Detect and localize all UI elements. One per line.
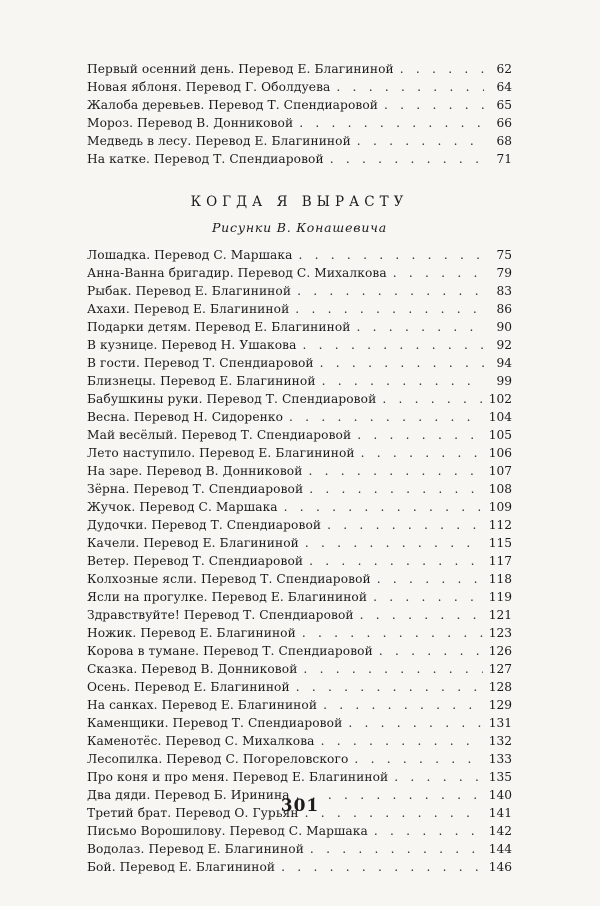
toc-entry-title: Осень. Перевод Е. Благининой — [87, 680, 290, 694]
toc-entry-page: 146 — [488, 860, 512, 874]
toc-entry — [87, 336, 512, 354]
toc-entry — [87, 714, 512, 732]
page-number: 301 — [280, 796, 320, 816]
toc-entry-page: 104 — [488, 410, 512, 424]
toc-entry — [87, 462, 512, 480]
toc-entry-page: 121 — [488, 608, 512, 622]
toc-entry-title: Здравствуйте! Перевод Т. Спендиаровой — [87, 608, 354, 622]
toc-entry-title: Жалоба деревьев. Перевод Т. Спендиаровой — [87, 98, 379, 112]
toc-entry — [87, 696, 512, 714]
dot-leader — [284, 498, 483, 516]
section-header — [87, 192, 512, 238]
toc-entry-page: 119 — [488, 590, 512, 604]
toc-entry-page: 66 — [496, 116, 512, 130]
dot-leader — [302, 624, 483, 642]
toc-entry-page: 71 — [496, 152, 512, 166]
dot-leader — [379, 642, 483, 660]
toc-entry-page: 115 — [488, 536, 512, 550]
toc-entry — [87, 552, 512, 570]
toc-entry — [87, 516, 512, 534]
toc-entry — [87, 606, 512, 624]
dot-leader — [281, 858, 483, 876]
dot-leader — [377, 570, 483, 588]
toc-entry — [87, 300, 512, 318]
dot-leader — [373, 588, 483, 606]
toc-entry — [87, 768, 512, 786]
toc-entry-page: 127 — [488, 662, 512, 676]
toc-entry-title: Колхозные ясли. Перевод Т. Спендиаровой — [87, 572, 371, 586]
toc-entry — [87, 858, 512, 876]
dot-leader — [384, 96, 484, 114]
toc-entry-title: Ветер. Перевод Т. Спендиаровой — [87, 554, 304, 568]
toc-entry-title: Качели. Перевод Е. Благининой — [87, 536, 299, 550]
toc-entry-title: Весна. Перевод Н. Сидоренко — [87, 410, 284, 424]
toc-entry — [87, 750, 512, 768]
toc-entry — [87, 570, 512, 588]
dot-leader — [308, 462, 482, 480]
dot-leader — [393, 264, 484, 282]
dot-leader — [394, 768, 482, 786]
toc-entry-title: Сказка. Перевод В. Донниковой — [87, 662, 298, 676]
toc-entry-page: 135 — [488, 770, 512, 784]
dot-leader — [295, 300, 484, 318]
toc-entry-title: Водолаз. Перевод Е. Благининой — [87, 842, 304, 856]
toc-entry — [87, 732, 512, 750]
toc-entry-title: Третий брат. Перевод О. Гурьян — [87, 806, 299, 820]
toc-entry — [87, 678, 512, 696]
toc-entry-page: 128 — [488, 680, 512, 694]
toc-entry — [87, 624, 512, 642]
toc-entry-page: 142 — [488, 824, 512, 838]
toc-entry — [87, 426, 512, 444]
toc-entry-page: 83 — [496, 284, 512, 298]
toc-entry-page: 105 — [488, 428, 512, 442]
dot-leader — [296, 678, 483, 696]
dot-leader — [357, 318, 484, 336]
toc-entry — [87, 444, 512, 462]
dot-leader — [400, 60, 484, 78]
toc-entry — [87, 480, 512, 498]
toc-entry-page: 129 — [488, 698, 512, 712]
toc-entry-title: Лесопилка. Перевод С. Погореловского — [87, 752, 349, 766]
dot-leader — [374, 822, 483, 840]
dot-leader — [330, 150, 484, 168]
toc-entry-title: В гости. Перевод Т. Спендиаровой — [87, 356, 314, 370]
dot-leader — [361, 444, 483, 462]
toc-entry-title: Каменщики. Перевод Т. Спендиаровой — [87, 716, 343, 730]
dot-leader — [310, 840, 483, 858]
toc-entry-title: Ножик. Перевод Е. Благининой — [87, 626, 296, 640]
dot-leader — [303, 336, 484, 354]
toc-entry-title: Подарки детям. Перевод Е. Благининой — [87, 320, 351, 334]
toc-entry-title: Первый осенний день. Перевод Е. Благининой — [87, 62, 394, 76]
toc-entry-title: На заре. Перевод В. Донниковой — [87, 464, 303, 478]
toc-entry-page: 68 — [496, 134, 512, 148]
toc-entry-title: Жучок. Перевод С. Маршака — [87, 500, 278, 514]
toc-entry-title: Про коня и про меня. Перевод Е. Благининой — [87, 770, 389, 784]
toc-entry-title: Два дяди. Перевод Б. Иринина — [87, 788, 290, 802]
toc-entry-page: 126 — [488, 644, 512, 658]
dot-leader — [309, 552, 483, 570]
dot-leader — [289, 408, 483, 426]
toc-entry — [87, 588, 512, 606]
toc-entry — [87, 114, 512, 132]
toc-entry-page: 65 — [496, 98, 512, 112]
toc-entry — [87, 318, 512, 336]
toc-entry — [87, 642, 512, 660]
toc-entry-page: 133 — [488, 752, 512, 766]
toc-entry-page: 75 — [496, 248, 512, 262]
dot-leader — [360, 606, 483, 624]
toc-entry — [87, 390, 512, 408]
toc-entry — [87, 96, 512, 114]
toc-entry — [87, 840, 512, 858]
toc-entry-title: Бой. Перевод Е. Благининой — [87, 860, 276, 874]
toc-entry-page: 62 — [496, 62, 512, 76]
section-title: КОГДА Я ВЫРАСТУ — [190, 194, 409, 210]
toc-entry-page: 92 — [496, 338, 512, 352]
toc-entry-title: Бабушкины руки. Перевод Т. Спендиаровой — [87, 392, 377, 406]
dot-leader — [309, 480, 483, 498]
dot-leader — [298, 246, 484, 264]
toc-list-top — [87, 60, 512, 168]
toc-entry-title: Анна-Ванна бригадир. Перевод С. Михалкова — [87, 266, 387, 280]
toc-entry-page: 144 — [488, 842, 512, 856]
toc-entry-title: Рыбак. Перевод Е. Благининой — [87, 284, 292, 298]
toc-entry-title: Зёрна. Перевод Т. Спендиаровой — [87, 482, 304, 496]
toc-entry-page: 99 — [496, 374, 512, 388]
toc-entry — [87, 78, 512, 96]
toc-entry-title: Новая яблоня. Перевод Г. Оболдуева — [87, 80, 331, 94]
toc-entry-page: 141 — [488, 806, 512, 820]
toc-entry-page: 118 — [488, 572, 512, 586]
toc-entry — [87, 246, 512, 264]
toc-entry-title: Медведь в лесу. Перевод Е. Благининой — [87, 134, 351, 148]
toc-entry-title: Лето наступило. Перевод Е. Благининой — [87, 446, 355, 460]
toc-entry-title: Лошадка. Перевод С. Маршака — [87, 248, 293, 262]
toc-entry-page: 109 — [488, 500, 512, 514]
toc-entry — [87, 60, 512, 78]
toc-entry-title: Дудочки. Перевод Т. Спендиаровой — [87, 518, 322, 532]
dot-leader — [321, 732, 483, 750]
toc-entry-title: Каменотёс. Перевод С. Михалкова — [87, 734, 315, 748]
toc-entry-page: 123 — [488, 626, 512, 640]
toc-entry-title: Близнецы. Перевод Е. Благининой — [87, 374, 316, 388]
dot-leader — [322, 372, 484, 390]
toc-entry-page: 117 — [488, 554, 512, 568]
toc-entry-page: 64 — [496, 80, 512, 94]
toc-page — [87, 60, 512, 876]
toc-entry-title: Корова в тумане. Перевод Т. Спендиаровой — [87, 644, 373, 658]
dot-leader — [336, 78, 484, 96]
toc-entry — [87, 534, 512, 552]
toc-entry — [87, 408, 512, 426]
toc-entry — [87, 498, 512, 516]
dot-leader — [357, 426, 483, 444]
section-subtitle: Рисунки В. Конашевича — [211, 220, 388, 235]
dot-leader — [323, 696, 483, 714]
toc-entry — [87, 822, 512, 840]
toc-entry-title: Май весёлый. Перевод Т. Спендиаровой — [87, 428, 352, 442]
toc-entry — [87, 372, 512, 390]
toc-entry-title: На катке. Перевод Т. Спендиаровой — [87, 152, 324, 166]
dot-leader — [348, 714, 482, 732]
toc-entry-page: 140 — [488, 788, 512, 802]
toc-entry-page: 102 — [488, 392, 512, 406]
dot-leader — [354, 750, 482, 768]
toc-entry-page: 131 — [488, 716, 512, 730]
toc-entry-title: Мороз. Перевод В. Донниковой — [87, 116, 294, 130]
toc-entry-page: 106 — [488, 446, 512, 460]
toc-entry-page: 112 — [488, 518, 512, 532]
toc-entry-title: Ясли на прогулке. Перевод Е. Благининой — [87, 590, 368, 604]
dot-leader — [320, 354, 484, 372]
toc-entry-page: 90 — [496, 320, 512, 334]
dot-leader — [305, 534, 483, 552]
toc-entry-page: 79 — [496, 266, 512, 280]
dot-leader — [382, 390, 482, 408]
toc-entry-page: 86 — [496, 302, 512, 316]
toc-entry — [87, 660, 512, 678]
toc-entry — [87, 150, 512, 168]
toc-entry — [87, 264, 512, 282]
dot-leader — [327, 516, 483, 534]
dot-leader — [297, 282, 484, 300]
toc-entry-title: В кузнице. Перевод Н. Ушакова — [87, 338, 297, 352]
toc-entry-page: 132 — [488, 734, 512, 748]
toc-entry-title: На санках. Перевод Е. Благининой — [87, 698, 318, 712]
toc-entry — [87, 354, 512, 372]
toc-entry-title: Письмо Ворошилову. Перевод С. Маршака — [87, 824, 368, 838]
toc-entry-page: 107 — [488, 464, 512, 478]
dot-leader — [299, 114, 484, 132]
toc-entry — [87, 132, 512, 150]
toc-entry-page: 108 — [488, 482, 512, 496]
toc-entry — [87, 282, 512, 300]
dot-leader — [357, 132, 484, 150]
toc-list-section — [87, 246, 512, 876]
dot-leader — [303, 660, 482, 678]
toc-entry-title: Ахахи. Перевод Е. Благининой — [87, 302, 290, 316]
toc-entry-page: 94 — [496, 356, 512, 370]
